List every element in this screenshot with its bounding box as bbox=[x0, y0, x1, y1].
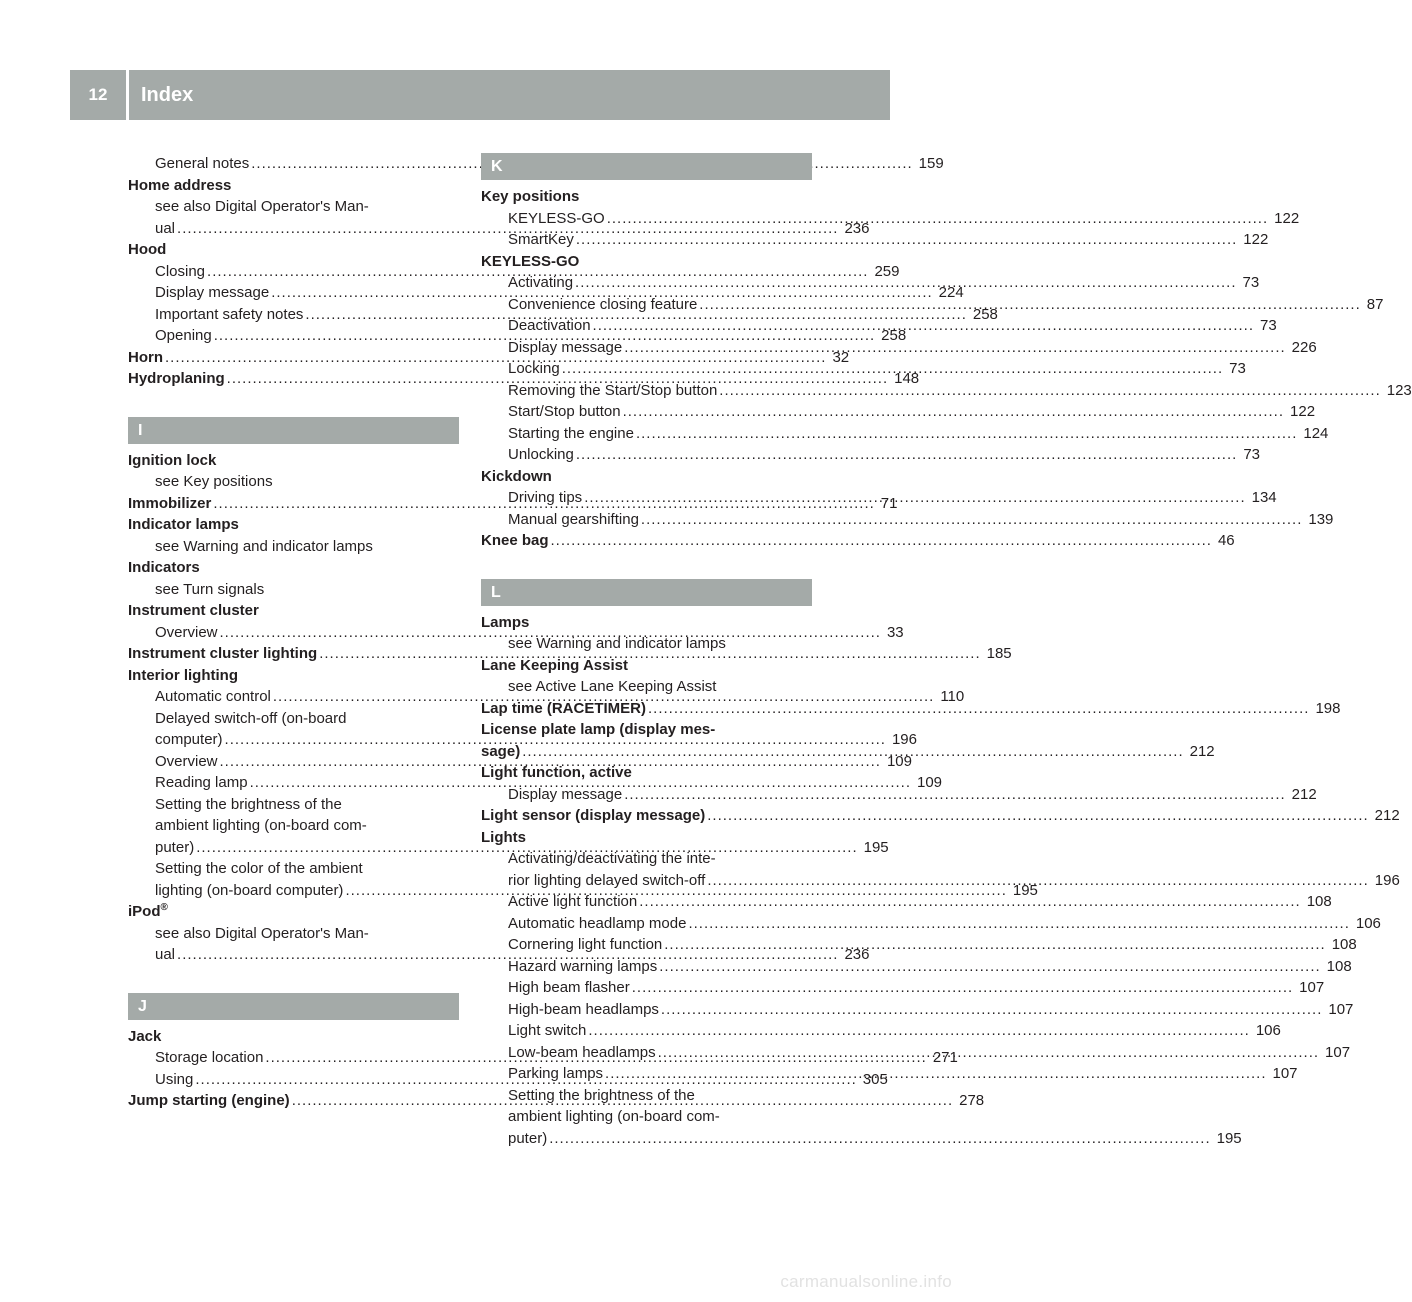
page-ref: 212 bbox=[1189, 742, 1215, 760]
page-ref: 148 bbox=[894, 370, 920, 387]
index-heading: Key positions bbox=[481, 188, 580, 205]
index-entry[interactable]: Closing ..... 259 bbox=[128, 261, 459, 283]
index-heading: Indicators bbox=[128, 559, 200, 576]
page-ref: 107 bbox=[1328, 1000, 1354, 1018]
section-header-i: I bbox=[128, 417, 459, 444]
page-ref: 73 bbox=[1242, 274, 1260, 291]
page-ref: 122 bbox=[1243, 231, 1269, 248]
index-entry[interactable]: Automatic headlamp mode ..... 106 bbox=[481, 913, 812, 935]
index-heading: Lamps bbox=[481, 613, 530, 631]
section-header-l: L bbox=[481, 579, 812, 606]
page-ref: 236 bbox=[844, 219, 870, 237]
index-heading: Kickdown bbox=[481, 467, 552, 485]
index-entry[interactable]: Storage location ..... 271 bbox=[128, 1047, 459, 1069]
index-heading: Instrument cluster bbox=[128, 602, 259, 619]
page-ref: 109 bbox=[886, 752, 912, 770]
index-entry[interactable]: Knee bag ..... 46 bbox=[481, 530, 812, 552]
index-entry[interactable]: High beam flasher ..... 107 bbox=[481, 977, 812, 999]
page-ref: 212 bbox=[1291, 785, 1317, 803]
page-ref: 236 bbox=[844, 946, 870, 963]
index-entry[interactable]: Light switch ..... 106 bbox=[481, 1020, 812, 1042]
index-entry[interactable]: Active light function ..... 108 bbox=[481, 891, 812, 913]
index-heading: Jack bbox=[128, 1027, 162, 1045]
index-heading: KEYLESS-GO bbox=[481, 252, 580, 270]
page-ref: 122 bbox=[1290, 403, 1316, 420]
page-ref: 46 bbox=[1217, 532, 1235, 549]
index-entry[interactable]: Overview ..... 109 bbox=[128, 751, 459, 773]
index-entry[interactable]: Reading lamp ..... 109 bbox=[128, 772, 459, 794]
page-ref: 73 bbox=[1243, 446, 1260, 463]
index-see-ref[interactable]: see Warning and indicator lamps bbox=[155, 537, 373, 555]
index-entry[interactable]: puter) ..... 195 bbox=[481, 1128, 812, 1150]
section-header-j: J bbox=[128, 993, 459, 1020]
page-ref: 134 bbox=[1251, 489, 1277, 506]
page-ref: 271 bbox=[932, 1049, 958, 1066]
index-entry[interactable]: Horn ..... 32 bbox=[128, 347, 459, 369]
page-ref: 195 bbox=[1012, 881, 1038, 899]
page-ref: 124 bbox=[1303, 424, 1329, 442]
index-entry[interactable]: Important safety notes ..... 258 bbox=[128, 304, 459, 326]
index-entry[interactable]: General notes ..... 159 bbox=[128, 153, 459, 175]
page-ref: 123 bbox=[1386, 381, 1412, 399]
page-ref: 109 bbox=[917, 774, 943, 791]
page-ref: 87 bbox=[1366, 295, 1384, 313]
index-text-line: Setting the brightness of the bbox=[508, 1086, 695, 1104]
index-entry[interactable]: SmartKey ..... 122 bbox=[481, 229, 812, 251]
index-entry[interactable]: Instrument cluster lighting ..... 185 bbox=[128, 643, 459, 665]
index-text-line: ambient lighting (on-board com- bbox=[508, 1108, 720, 1125]
index-entry[interactable]: Display message ..... 224 bbox=[128, 282, 459, 304]
index-entry[interactable]: Low-beam headlamps ..... 107 bbox=[481, 1042, 812, 1064]
page-ref: 258 bbox=[972, 305, 998, 323]
page-ref: 259 bbox=[874, 262, 900, 280]
index-entry[interactable]: Display message ..... 212 bbox=[481, 784, 812, 806]
page-ref: 108 bbox=[1331, 936, 1357, 953]
index-heading: Lights bbox=[481, 828, 526, 846]
page-ref: 110 bbox=[940, 688, 965, 705]
page-ref: 278 bbox=[959, 1092, 985, 1109]
index-entry[interactable]: Cornering light function ..... 108 bbox=[481, 934, 812, 956]
page-ref: 71 bbox=[880, 494, 898, 512]
index-see-ref[interactable]: see Turn signals bbox=[155, 580, 265, 598]
index-entry[interactable]: Removing the Start/Stop button ..... 123 bbox=[481, 380, 812, 402]
index-heading: Hood bbox=[128, 241, 167, 258]
page-ref: 195 bbox=[1216, 1129, 1242, 1147]
index-heading: Interior lighting bbox=[128, 666, 238, 684]
index-entry[interactable]: Immobilizer ..... 71 bbox=[128, 493, 459, 515]
index-text-line: ambient lighting (on-board com- bbox=[155, 817, 367, 834]
index-text-line: Setting the color of the ambient bbox=[155, 860, 363, 877]
page-ref: 305 bbox=[862, 1070, 888, 1088]
page-ref: 107 bbox=[1299, 979, 1325, 996]
index-entry[interactable]: KEYLESS-GO ..... 122 bbox=[481, 208, 812, 230]
index-heading: Indicator lamps bbox=[128, 516, 239, 533]
index-entry[interactable]: Deactivation ..... 73 bbox=[481, 315, 812, 337]
index-entry[interactable]: Light sensor (display message) ..... 212 bbox=[481, 805, 812, 827]
page-number: 12 bbox=[88, 85, 108, 104]
page-ref: 32 bbox=[832, 348, 850, 366]
section-header-k: K bbox=[481, 153, 812, 180]
index-entry[interactable]: Hydroplaning ..... 148 bbox=[128, 368, 459, 390]
index-text-line: Activating/deactivating the inte- bbox=[508, 850, 716, 867]
page-ref: 212 bbox=[1374, 807, 1400, 824]
index-entry[interactable]: Start/Stop button ..... 122 bbox=[481, 401, 812, 423]
page-ref: 107 bbox=[1325, 1043, 1351, 1061]
index-heading: Lane Keeping Assist bbox=[481, 656, 628, 674]
page-title: Index bbox=[141, 83, 194, 106]
page-ref: 226 bbox=[1291, 338, 1317, 356]
index-entry[interactable]: rior lighting delayed switch-off ..... 196 bbox=[481, 870, 812, 892]
index-entry[interactable]: Display message ..... 226 bbox=[481, 337, 812, 359]
index-text-line: Setting the brightness of the bbox=[155, 795, 342, 813]
index-entry[interactable]: High-beam headlamps ..... 107 bbox=[481, 999, 812, 1021]
index-entry[interactable]: Driving tips ..... 134 bbox=[481, 487, 812, 509]
index-heading: Home address bbox=[128, 176, 232, 194]
page-ref: 108 bbox=[1326, 957, 1352, 975]
index-see-ref: see also Digital Operator's Man- bbox=[155, 198, 369, 215]
index-entry[interactable]: lighting (on-board computer) ..... 195 bbox=[128, 880, 459, 902]
index-see-ref[interactable]: see Key positions bbox=[155, 473, 273, 490]
page-ref: 106 bbox=[1355, 914, 1381, 932]
page-ref: 139 bbox=[1308, 510, 1334, 528]
index-entry[interactable]: Convenience closing feature ..... 87 bbox=[481, 294, 812, 316]
page-ref: 33 bbox=[886, 623, 904, 641]
index-see-ref[interactable]: see Warning and indicator lamps bbox=[508, 635, 726, 652]
index-entry[interactable]: Using ..... 305 bbox=[128, 1069, 459, 1091]
index-see-ref: see also Digital Operator's Man- bbox=[155, 924, 369, 942]
index-heading: iPod® bbox=[128, 902, 168, 920]
index-entry[interactable]: sage) ..... 212 bbox=[481, 741, 812, 763]
index-entry[interactable]: Parking lamps ..... 107 bbox=[481, 1063, 812, 1085]
page-ref: 195 bbox=[863, 838, 889, 856]
index-entry[interactable]: Locking ..... 73 bbox=[481, 358, 812, 380]
index-entry[interactable]: Lap time (RACETIMER) ..... 198 bbox=[481, 698, 812, 720]
index-entry[interactable]: Hazard warning lamps ..... 108 bbox=[481, 956, 812, 978]
watermark: carmanualsonline.info bbox=[780, 1272, 952, 1291]
index-entry[interactable]: Automatic control ..... 110 bbox=[128, 686, 459, 708]
index-entry[interactable]: Activating ..... 73 bbox=[481, 272, 812, 294]
index-see-ref[interactable]: see Active Lane Keeping Assist bbox=[508, 678, 717, 695]
page-ref: 122 bbox=[1274, 209, 1300, 227]
index-entry[interactable]: Starting the engine ..... 124 bbox=[481, 423, 812, 445]
index-heading: Light function, active bbox=[481, 764, 632, 781]
index-entry[interactable]: puter) ..... 195 bbox=[128, 837, 459, 859]
page-ref: 224 bbox=[938, 284, 964, 301]
index-entry[interactable]: ual ..... 236 bbox=[128, 218, 459, 240]
page-ref: 185 bbox=[986, 645, 1012, 662]
index-entry[interactable]: Unlocking ..... 73 bbox=[481, 444, 812, 466]
registered-mark: ® bbox=[160, 902, 168, 913]
page-ref: 196 bbox=[891, 731, 917, 748]
index-entry[interactable]: Overview ..... 33 bbox=[128, 622, 459, 644]
page-ref: 258 bbox=[881, 327, 907, 344]
page-ref: 198 bbox=[1315, 699, 1341, 717]
index-text-line: Delayed switch-off (on-board bbox=[155, 709, 347, 727]
header-divider bbox=[126, 70, 129, 120]
index-entry[interactable]: ual ..... 236 bbox=[128, 944, 459, 966]
page-ref: 73 bbox=[1229, 360, 1246, 377]
page-ref: 106 bbox=[1255, 1022, 1281, 1039]
page-ref: 108 bbox=[1306, 893, 1332, 910]
page-ref: 107 bbox=[1272, 1065, 1298, 1082]
index-entry[interactable]: Opening ..... 258 bbox=[128, 325, 459, 347]
index-heading: License plate lamp (display mes- bbox=[481, 721, 716, 738]
index-heading: Ignition lock bbox=[128, 451, 217, 469]
index-entry[interactable]: computer) ..... 196 bbox=[128, 729, 459, 751]
index-entry[interactable]: Jump starting (engine) ..... 278 bbox=[128, 1090, 459, 1112]
page-ref: 159 bbox=[918, 155, 944, 172]
index-entry[interactable]: Manual gearshifting ..... 139 bbox=[481, 509, 812, 531]
page-ref: 73 bbox=[1259, 317, 1277, 334]
page-ref: 196 bbox=[1374, 871, 1400, 889]
